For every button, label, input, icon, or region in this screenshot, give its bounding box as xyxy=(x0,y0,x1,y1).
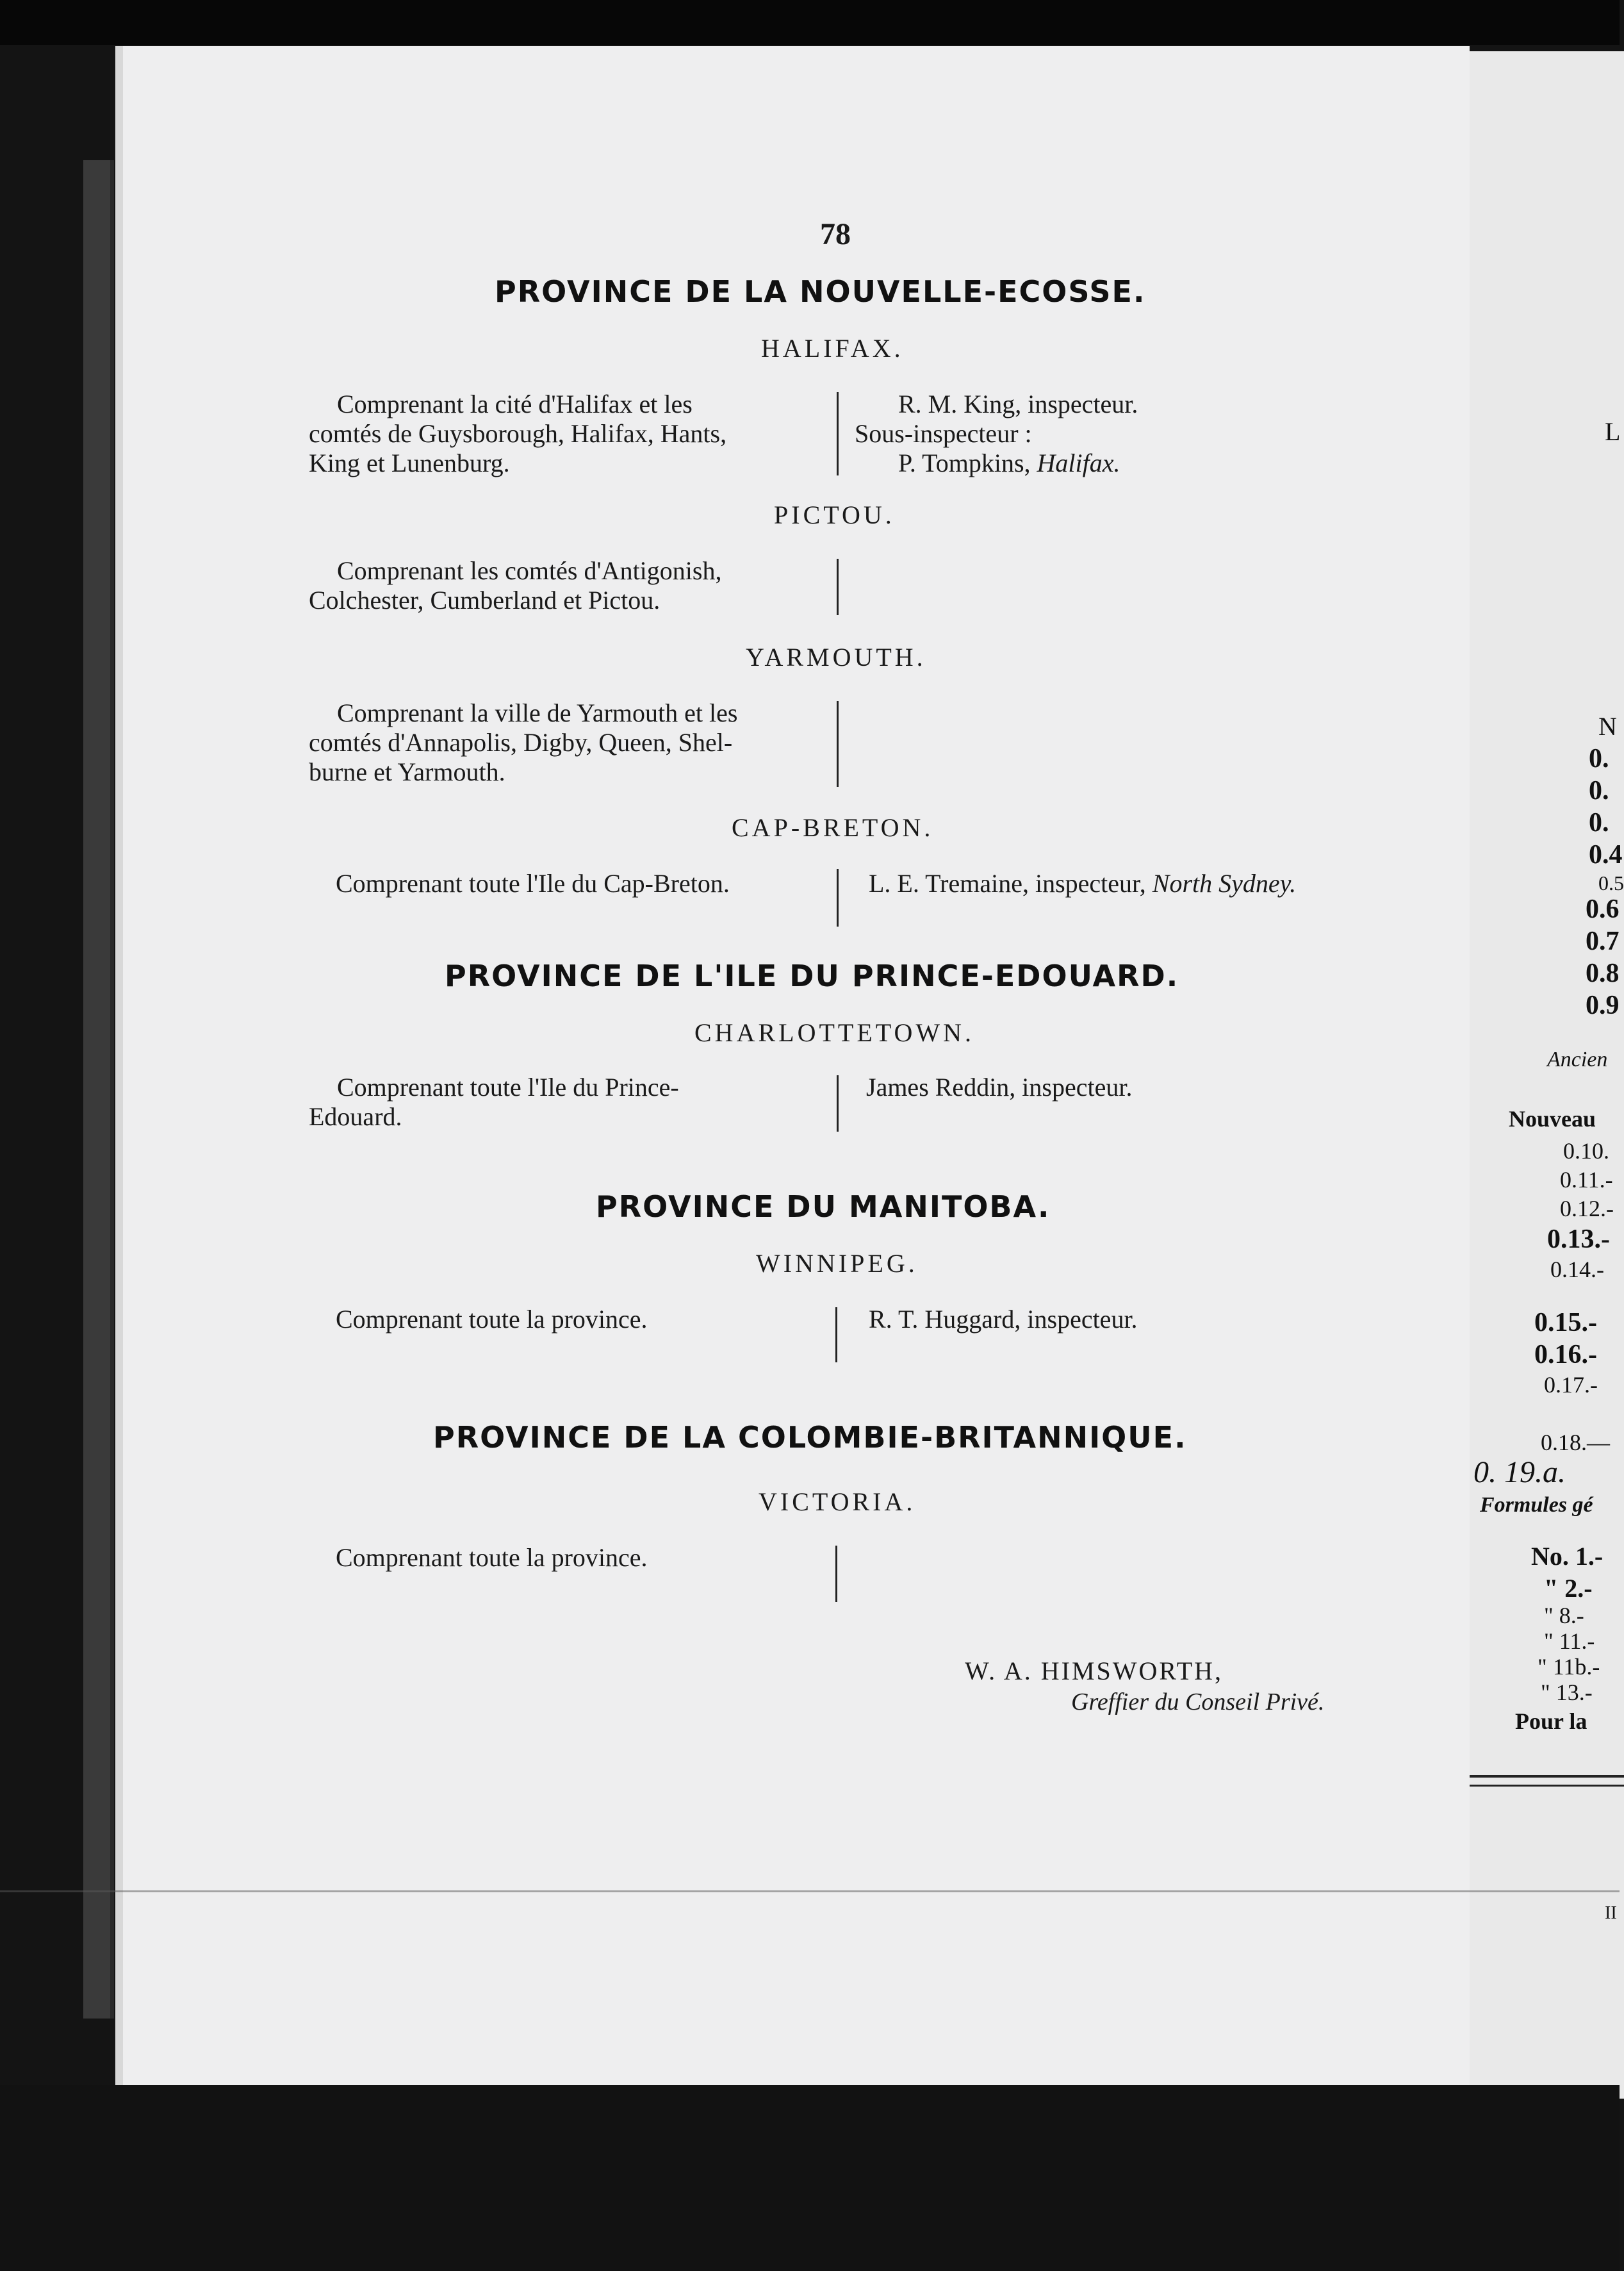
facing-fragment: Pour la xyxy=(1515,1708,1587,1734)
facing-fragment: 0.6 xyxy=(1586,895,1620,924)
description-line: Comprenant toute la province. xyxy=(336,1305,648,1334)
facing-fragment: 0. xyxy=(1589,776,1609,805)
inspector-name-text: P. Tompkins, xyxy=(898,449,1031,477)
facing-fragment: II xyxy=(1605,1903,1617,1923)
facing-fragment: 0.7 xyxy=(1586,927,1620,956)
district-heading: CAP-BRETON. xyxy=(732,813,934,842)
district-heading: YARMOUTH. xyxy=(746,643,926,672)
facing-fragment: 0.8 xyxy=(1586,959,1620,988)
inspector-name xyxy=(898,449,1120,478)
province-heading: PROVINCE DU MANITOBA. xyxy=(596,1189,1051,1224)
description-line: King et Lunenburg. xyxy=(309,449,510,477)
province-heading: PROVINCE DE LA NOUVELLE-ECOSSE. xyxy=(495,274,1146,309)
facing-fragment: N xyxy=(1598,712,1617,741)
facing-fragment: " 11b.- xyxy=(1538,1654,1600,1680)
district-heading: WINNIPEG. xyxy=(756,1249,918,1278)
district-description xyxy=(309,556,835,615)
inspector-name-text: L. E. Tremaine, inspecteur, xyxy=(869,869,1146,898)
district-description xyxy=(309,698,835,787)
column-separator xyxy=(835,1307,837,1362)
inspector-label: Sous-inspecteur : xyxy=(855,419,1032,448)
column-separator xyxy=(837,559,839,615)
facing-fragment: " 2.- xyxy=(1544,1574,1593,1603)
facing-fragment: 0. xyxy=(1589,808,1609,838)
description-line: Comprenant toute l'Ile du Prince- xyxy=(337,1073,679,1102)
district-description xyxy=(309,390,835,478)
inspector-name: R. M. King, inspecteur. xyxy=(898,390,1138,418)
column-separator xyxy=(837,869,839,927)
facing-fragment: 0.14.- xyxy=(1550,1257,1604,1282)
facing-rule xyxy=(1451,1775,1624,1778)
facing-fragment: 0. xyxy=(1589,744,1609,773)
district-heading: PICTOU. xyxy=(774,500,895,529)
description-line: comtés d'Annapolis, Digby, Queen, Shel- xyxy=(309,728,733,757)
facing-fragment: " 11.- xyxy=(1544,1628,1595,1654)
inspector-name: James Reddin, inspecteur. xyxy=(866,1073,1133,1102)
column-separator xyxy=(837,1075,839,1132)
province-heading: PROVINCE DE LA COLOMBIE-BRITANNIQUE. xyxy=(433,1420,1187,1455)
column-separator xyxy=(837,392,839,475)
district-description xyxy=(336,1543,784,1573)
facing-fragment: " 8.- xyxy=(1544,1603,1584,1628)
description-line: Comprenant toute l'Ile du Cap-Breton. xyxy=(336,869,730,898)
district-description xyxy=(336,1305,784,1334)
description-line: burne et Yarmouth. xyxy=(309,757,505,786)
facing-fragment: 0.16.- xyxy=(1534,1340,1597,1369)
district-description xyxy=(309,1073,835,1132)
inspector-place: North Sydney. xyxy=(1152,869,1297,898)
inspector-name: R. T. Huggard, inspecteur. xyxy=(869,1305,1138,1334)
scan-artifact-line xyxy=(0,1890,1620,1892)
signature-name: W. A. HIMSWORTH, xyxy=(965,1656,1224,1685)
facing-fragment: 0.9 xyxy=(1586,991,1620,1020)
description-line: comtés de Guysborough, Halifax, Hants, xyxy=(309,419,727,448)
description-line: Colchester, Cumberland et Pictou. xyxy=(309,586,660,615)
column-separator xyxy=(835,1546,837,1602)
signature-title: Greffier du Conseil Privé. xyxy=(1071,1689,1325,1715)
facing-fragment: 0.12.- xyxy=(1560,1196,1614,1221)
facing-fragment: 0.18.— xyxy=(1541,1430,1610,1455)
page-number: 78 xyxy=(820,217,851,251)
facing-fragment: Formules gé xyxy=(1480,1493,1593,1517)
province-heading: PROVINCE DE L'ILE DU PRINCE-EDOUARD. xyxy=(445,959,1179,993)
facing-fragment: No. 1.- xyxy=(1531,1542,1603,1571)
description-line: Comprenant la cité d'Halifax et les xyxy=(337,390,693,418)
facing-fragment: 0.17.- xyxy=(1544,1372,1598,1398)
district-heading: VICTORIA. xyxy=(759,1487,916,1516)
facing-fragment: 0.4 xyxy=(1589,840,1623,870)
description-line: Comprenant toute la province. xyxy=(336,1543,648,1572)
book-edge xyxy=(83,160,114,2019)
facing-fragment: 0. 19.a. xyxy=(1473,1455,1566,1489)
inspector-name xyxy=(869,869,1296,898)
facing-fragment: " 13.- xyxy=(1541,1680,1593,1705)
district-heading: CHARLOTTETOWN. xyxy=(694,1018,974,1047)
description-line: Comprenant les comtés d'Antigonish, xyxy=(337,556,722,585)
district-description xyxy=(336,869,835,898)
description-line: Comprenant la ville de Yarmouth et les xyxy=(337,698,738,727)
facing-fragment: 0.15.- xyxy=(1534,1308,1597,1337)
district-heading: HALIFAX. xyxy=(761,334,904,363)
facing-fragment: 0.13.- xyxy=(1547,1225,1610,1254)
facing-fragment: L xyxy=(1605,417,1621,446)
inspector-place: Halifax. xyxy=(1037,449,1120,477)
column-separator xyxy=(837,701,839,787)
facing-fragment: 0.10. xyxy=(1563,1138,1609,1164)
facing-fragment: 0.5 xyxy=(1598,871,1624,895)
description-line: Edouard. xyxy=(309,1102,402,1131)
facing-fragment: Ancien xyxy=(1547,1048,1608,1071)
facing-fragment: Nouveau xyxy=(1509,1106,1596,1132)
facing-fragment: 0.11.- xyxy=(1560,1167,1613,1193)
scan-border-top xyxy=(0,0,1620,45)
scan-border-bottom xyxy=(0,2085,1620,2271)
facing-rule xyxy=(1451,1785,1624,1787)
